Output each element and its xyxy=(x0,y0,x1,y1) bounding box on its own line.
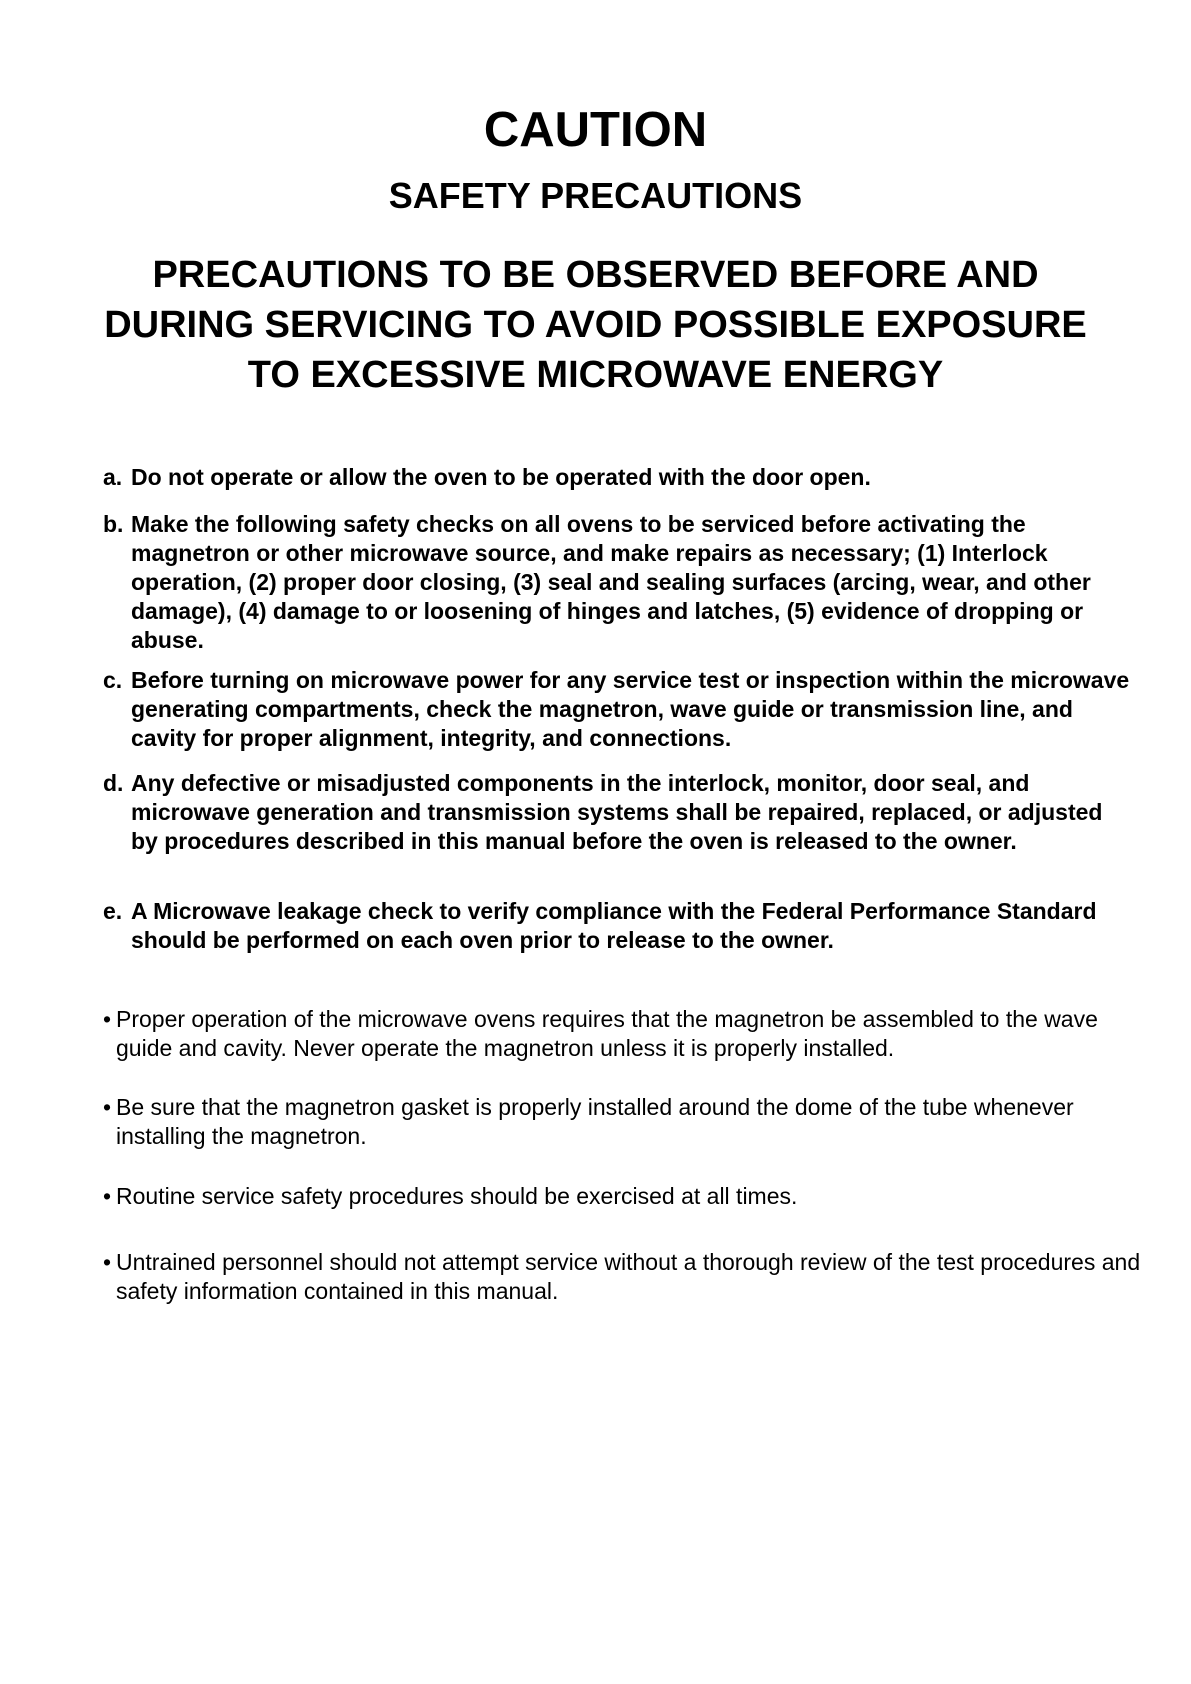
section-heading xyxy=(0,250,1191,400)
precaution-text: Make the following safety checks on all ovens to be serviced before activating the magnetron or other microwave source, and make repairs as necessary; (1) Interlock operation, (2) proper door closing, (3) seal and sealing surfaces (arcing, wear, and other damage), (4) damage to or loosening of hinges and latches, (5) evidence of dropping or abuse. xyxy=(131,511,1091,653)
page-subtitle: SAFETY PRECAUTIONS xyxy=(388,175,803,216)
notes-list xyxy=(103,1005,1143,1315)
note-text: Routine service safety procedures should be exercised at all times. xyxy=(116,1183,798,1209)
bullet-icon: • xyxy=(103,1094,112,1120)
note-item xyxy=(103,1248,1156,1306)
note-text: Untrained personnel should not attempt service without a thorough review of the test procedures and safety information contained in this manual. xyxy=(116,1249,1141,1304)
precaution-text: Do not operate or allow the oven to be operated with the door open. xyxy=(131,464,871,490)
precaution-text: A Microwave leakage check to verify compliance with the Federal Performance Standard should be performed on each oven prior to release to the owner. xyxy=(131,898,1097,953)
precaution-text: Before turning on microwave power for any service test or inspection within the microwave generating compartments, check the magnetron, wave guide or transmission line, and cavity for proper alignment, integrity, and connections. xyxy=(131,667,1130,751)
precaution-marker: d. xyxy=(103,770,124,796)
section-heading-line: DURING SERVICING TO AVOID POSSIBLE EXPOSURE xyxy=(104,304,1087,346)
precaution-item-a xyxy=(103,463,1131,492)
bullet-icon: • xyxy=(103,1183,112,1209)
precaution-marker: b. xyxy=(103,511,124,537)
note-item xyxy=(103,1005,1156,1063)
bullet-icon: • xyxy=(103,1006,112,1032)
bullet-icon: • xyxy=(103,1249,112,1275)
note-text: Be sure that the magnetron gasket is properly installed around the dome of the tube whenever installing the magnetron. xyxy=(116,1094,1074,1149)
precaution-marker: c. xyxy=(103,667,123,693)
note-item xyxy=(103,1182,1156,1211)
precaution-text: Any defective or misadjusted components in the interlock, monitor, door seal, and microwave generation and transmission systems shall be repaired, replaced, or adjusted by procedures described in this manual before the oven is released to the owner. xyxy=(131,770,1103,854)
precaution-item-c xyxy=(103,666,1131,753)
precaution-marker: a. xyxy=(103,464,123,490)
page-title: CAUTION xyxy=(483,103,708,157)
note-item xyxy=(103,1093,1156,1151)
precaution-marker: e. xyxy=(103,898,123,924)
note-text: Proper operation of the microwave ovens requires that the magnetron be assembled to the wave guide and cavity. Never operate the magnetron unless it is properly installed. xyxy=(116,1006,1098,1061)
section-heading-line: PRECAUTIONS TO BE OBSERVED BEFORE AND xyxy=(152,254,1039,296)
precautions-list xyxy=(103,463,1130,983)
precaution-item-e xyxy=(103,897,1131,955)
section-heading-line: TO EXCESSIVE MICROWAVE ENERGY xyxy=(247,354,944,396)
precaution-item-b xyxy=(103,510,1131,655)
precaution-item-d xyxy=(103,769,1131,856)
